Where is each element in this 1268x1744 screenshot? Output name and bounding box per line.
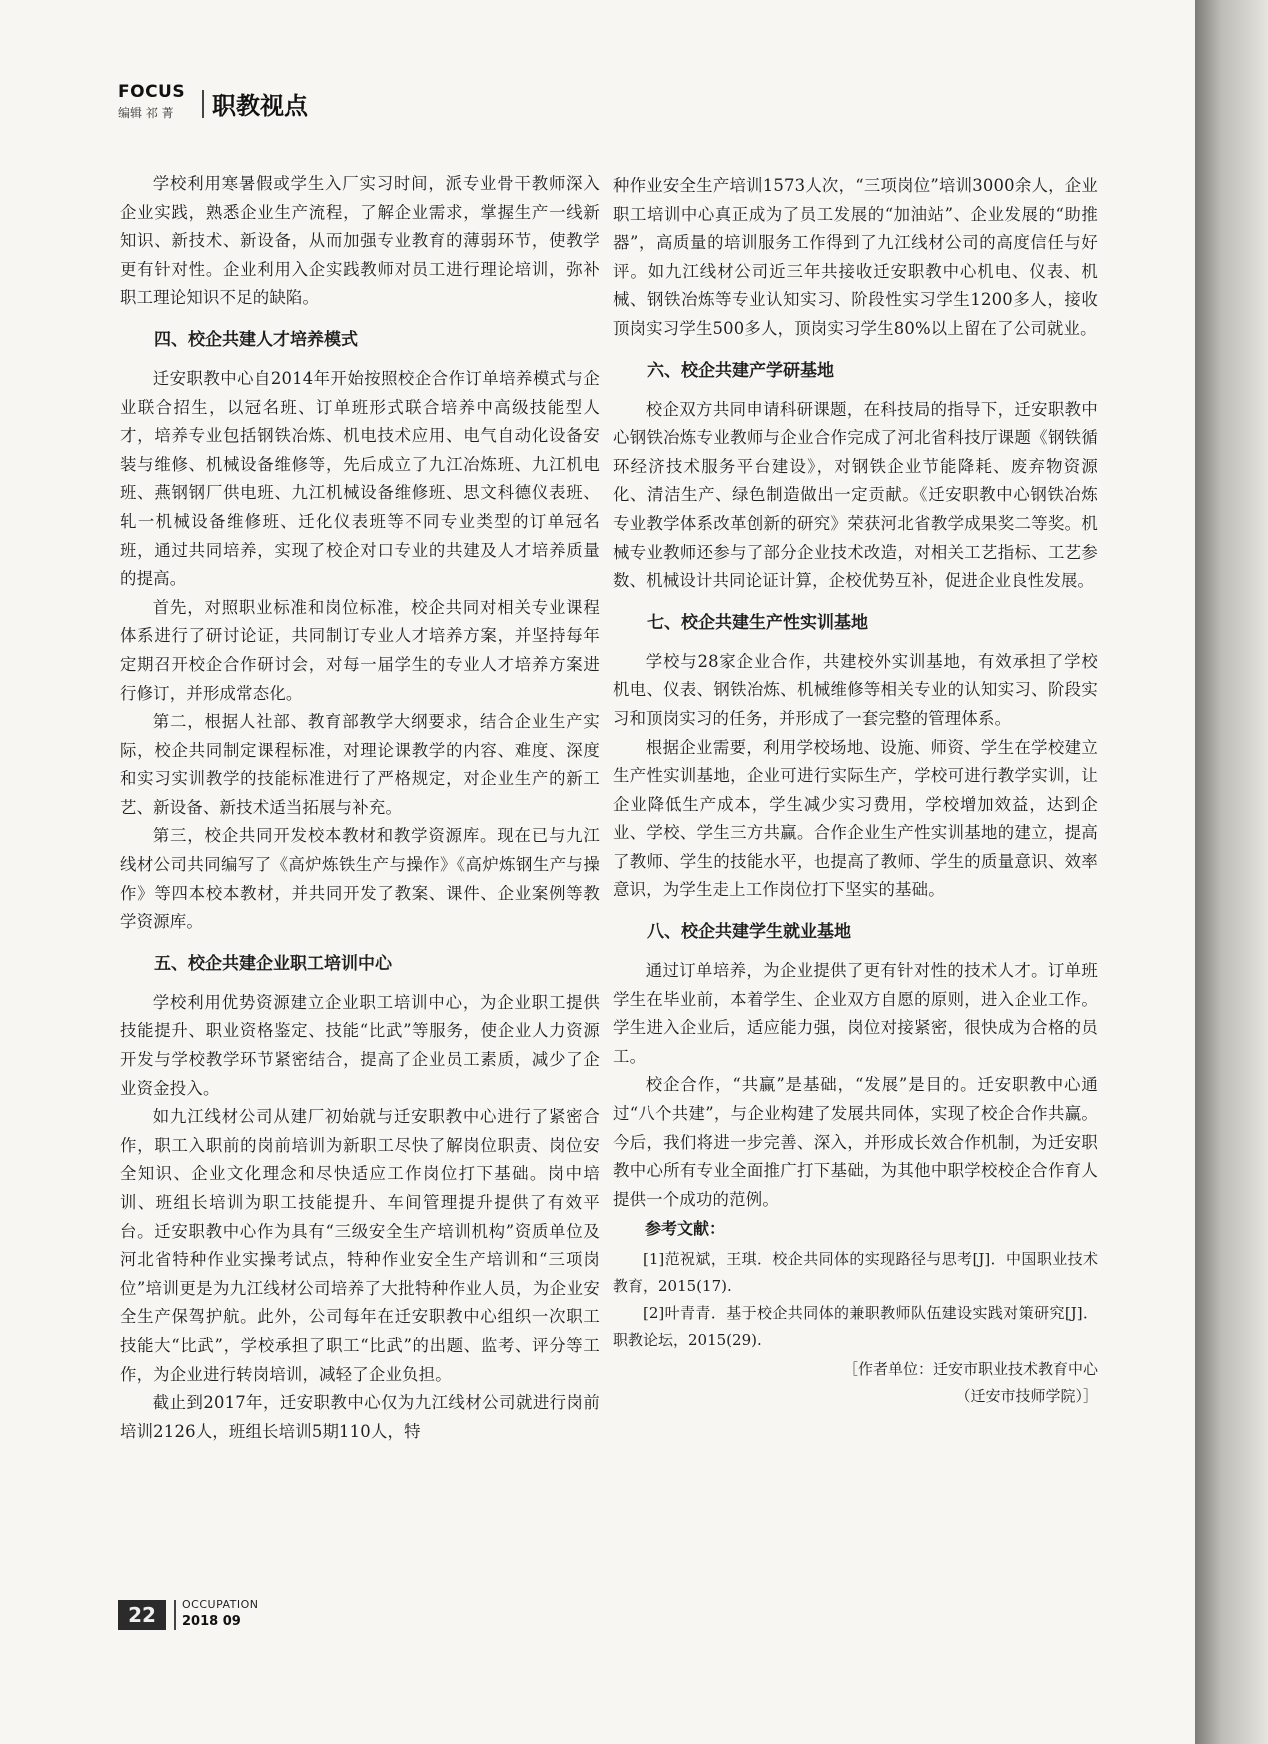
paragraph: 根据企业需要，利用学校场地、设施、师资、学生在学校建立生产性实训基地，企业可进行实际生产，学校可进行教学实训，让企业降低生产成本，学生减少实习费用，学校增加效益，达到企业、学校、学生三方共赢。合作企业生产性实训基地的建立，提高了教师、学生的技能水平，也提高了教师、学生的质量意识、效率意识，为学生走上工作岗位打下坚实的基础。 <box>613 737 1098 900</box>
left-column <box>120 170 600 1446</box>
paragraph: 第二，根据人社部、教育部教学大纲要求，结合企业生产实际，校企共同制定课程标准，对理论课教学的内容、难度、深度和实习实训教学的技能标准进行了严格规定，对企业生产的新工艺、新设备、新技术适当拓展与补充。 <box>120 712 600 817</box>
paragraph: 如九江线材公司从建厂初始就与迁安职教中心进行了紧密合作，职工入职前的岗前培训为新职工尽快了解岗位职责、岗位安全知识、企业文化理念和尽快适应工作岗位打下基础。岗中培训、班组长培训为职工技能提升、车间管理提升提供了有效平台。迁安职教中心作为具有“三级安全生产培训机构”资质单位及河北省特种作业实操考试点，特种作业安全生产培训和“三项岗位”培训更是为九江线材公司培养了大批特种作业人员，为企业安全生产保驾护航。此外，公司每年在迁安职教中心组织一次职工技能大“比武”，学校承担了职工“比武”的出题、监考、评分等工作，为企业进行转岗培训，减轻了企业负担。 <box>120 1107 600 1384</box>
editor-credit: 编辑 祁 菁 <box>118 106 174 120</box>
page-number: 22 <box>118 1600 166 1630</box>
reference-item: [2]叶青青．基于校企共同体的兼职教师队伍建设实践对策研究[J]．职教论坛，2015(29). <box>613 1304 1098 1350</box>
section-heading-5: 五、校企共建企业职工培训中心 <box>154 953 392 974</box>
paragraph: 学校利用优势资源建立企业职工培训中心，为企业职工提供技能提升、职业资格鉴定、技能“比武”等服务，使企业人力资源开发与学校教学环节紧密结合，提高了企业员工素质，减少了企业资金投入。 <box>120 992 600 1098</box>
issue-number: 2018 09 <box>182 1614 241 1629</box>
author-affiliation: ［作者单位：迁安市职业技术教育中心 <box>842 1360 1098 1379</box>
reference-item: [1]范祝斌，王琪．校企共同体的实现路径与思考[J]．中国职业技术教育，2015(17). <box>613 1250 1098 1296</box>
header-divider <box>202 90 204 118</box>
paragraph: 迁安职教中心自2014年开始按照校企合作订单培养模式与企业联合招生，以冠名班、订单班形式联合培养中高级技能型人才，培养专业包括钢铁冶炼、机电技术应用、电气自动化设备安装与维修、机械设备维修等，先后成立了九江冶炼班、九江机电班、燕钢钢厂供电班、九江机械设备维修班、思文科德仪表班、轧一机械设备维修班、迁化仪表班等不同专业类型的订单冠名班，通过共同培养，实现了校企对口专业的共建及人才培养质量的提高。 <box>120 368 600 589</box>
paragraph: 第三，校企共同开发校本教材和教学资源库。现在已与九江线材公司共同编写了《高炉炼铁生产与操作》《高炉炼钢生产与操作》等四本校本教材，并共同开发了教案、课件、企业案例等教学资源库。 <box>120 826 600 932</box>
paragraph: 截止到2017年，迁安职教中心仅为九江线材公司就进行岗前培训2126人，班组长培训5期110人，特 <box>120 1393 600 1441</box>
paragraph: 学校利用寒暑假或学生入厂实习时间，派专业骨干教师深入企业实践，熟悉企业生产流程，了解企业需求，掌握生产一线新知识、新技术、新设备，从而加强专业教育的薄弱环节，使教学更有针对性。企业利用入企实践教师对员工进行理论培训，弥补职工理论知识不足的缺陷。 <box>120 174 600 308</box>
section-heading-6: 六、校企共建产学研基地 <box>647 360 834 381</box>
paragraph: 学校与28家企业合作，共建校外实训基地，有效承担了学校机电、仪表、钢铁冶炼、机械维修等相关专业的认知实习、阶段实习和顶岗实习的任务，并形成了一套完整的管理体系。 <box>613 651 1098 728</box>
right-column <box>613 172 1098 1410</box>
section-heading-8: 八、校企共建学生就业基地 <box>647 922 851 943</box>
book-gutter-shadow <box>1195 0 1268 1744</box>
focus-logo: FOCUS <box>118 82 186 102</box>
paragraph: 通过订单培养，为企业提供了更有针对性的技术人才。订单班学生在毕业前，本着学生、企业双方自愿的原则，进入企业工作。学生进入企业后，适应能力强，岗位对接紧密，很快成为合格的员工。 <box>613 961 1098 1066</box>
section-heading-4: 四、校企共建人才培养模式 <box>154 329 358 350</box>
footer-divider <box>174 1600 176 1630</box>
section-title: 职教视点 <box>212 92 308 120</box>
journal-name: OCCUPATION <box>182 1598 259 1611</box>
references-title: 参考文献： <box>645 1219 726 1239</box>
author-affiliation-sub: （迁安市技师学院）］ <box>955 1387 1098 1406</box>
paragraph: 校企合作，“共赢”是基础，“发展”是目的。迁安职教中心通过“八个共建”，与企业构建了发展共同体，实现了校企合作共赢。今后，我们将进一步完善、深入，并形成长效合作机制，为迁安职教中心所有专业全面推广打下基础，为其他中职学校校企合作育人提供一个成功的范例。 <box>613 1075 1098 1209</box>
paragraph: 校企双方共同申请科研课题，在科技局的指导下，迁安职教中心钢铁冶炼专业教师与企业合作完成了河北省科技厅课题《钢铁循环经济技术服务平台建设》，对钢铁企业节能降耗、废弃物资源化、清洁生产、绿色制造做出一定贡献。《迁安职教中心钢铁冶炼专业教学体系改革创新的研究》荣获河北省教学成果奖二等奖。机械专业教师还参与了部分企业技术改造，对相关工艺指标、工艺参数、机械设计共同论证计算，企校优势互补，促进企业良性发展。 <box>613 399 1098 591</box>
paragraph: 首先，对照职业标准和岗位标准，校企共同对相关专业课程体系进行了研讨论证，共同制订专业人才培养方案，并坚持每年定期召开校企合作研讨会，对每一届学生的专业人才培养方案进行修订，并形成常态化。 <box>120 597 600 703</box>
page-footer <box>118 1598 418 1638</box>
section-heading-7: 七、校企共建生产性实训基地 <box>647 612 868 633</box>
paragraph: 种作业安全生产培训1573人次，“三项岗位”培训3000余人，企业职工培训中心真正成为了员工发展的“加油站”、企业发展的“助推器”，高质量的培训服务工作得到了九江线材公司的高度信任与好评。如九江线材公司近三年共接收迁安职教中心机电、仪表、机械、钢铁冶炼等专业认知实习、阶段性实习学生1200多人，接收顶岗实习学生500多人，顶岗实习学生80%以上留在了公司就业。 <box>613 176 1098 338</box>
page-header <box>118 82 678 132</box>
